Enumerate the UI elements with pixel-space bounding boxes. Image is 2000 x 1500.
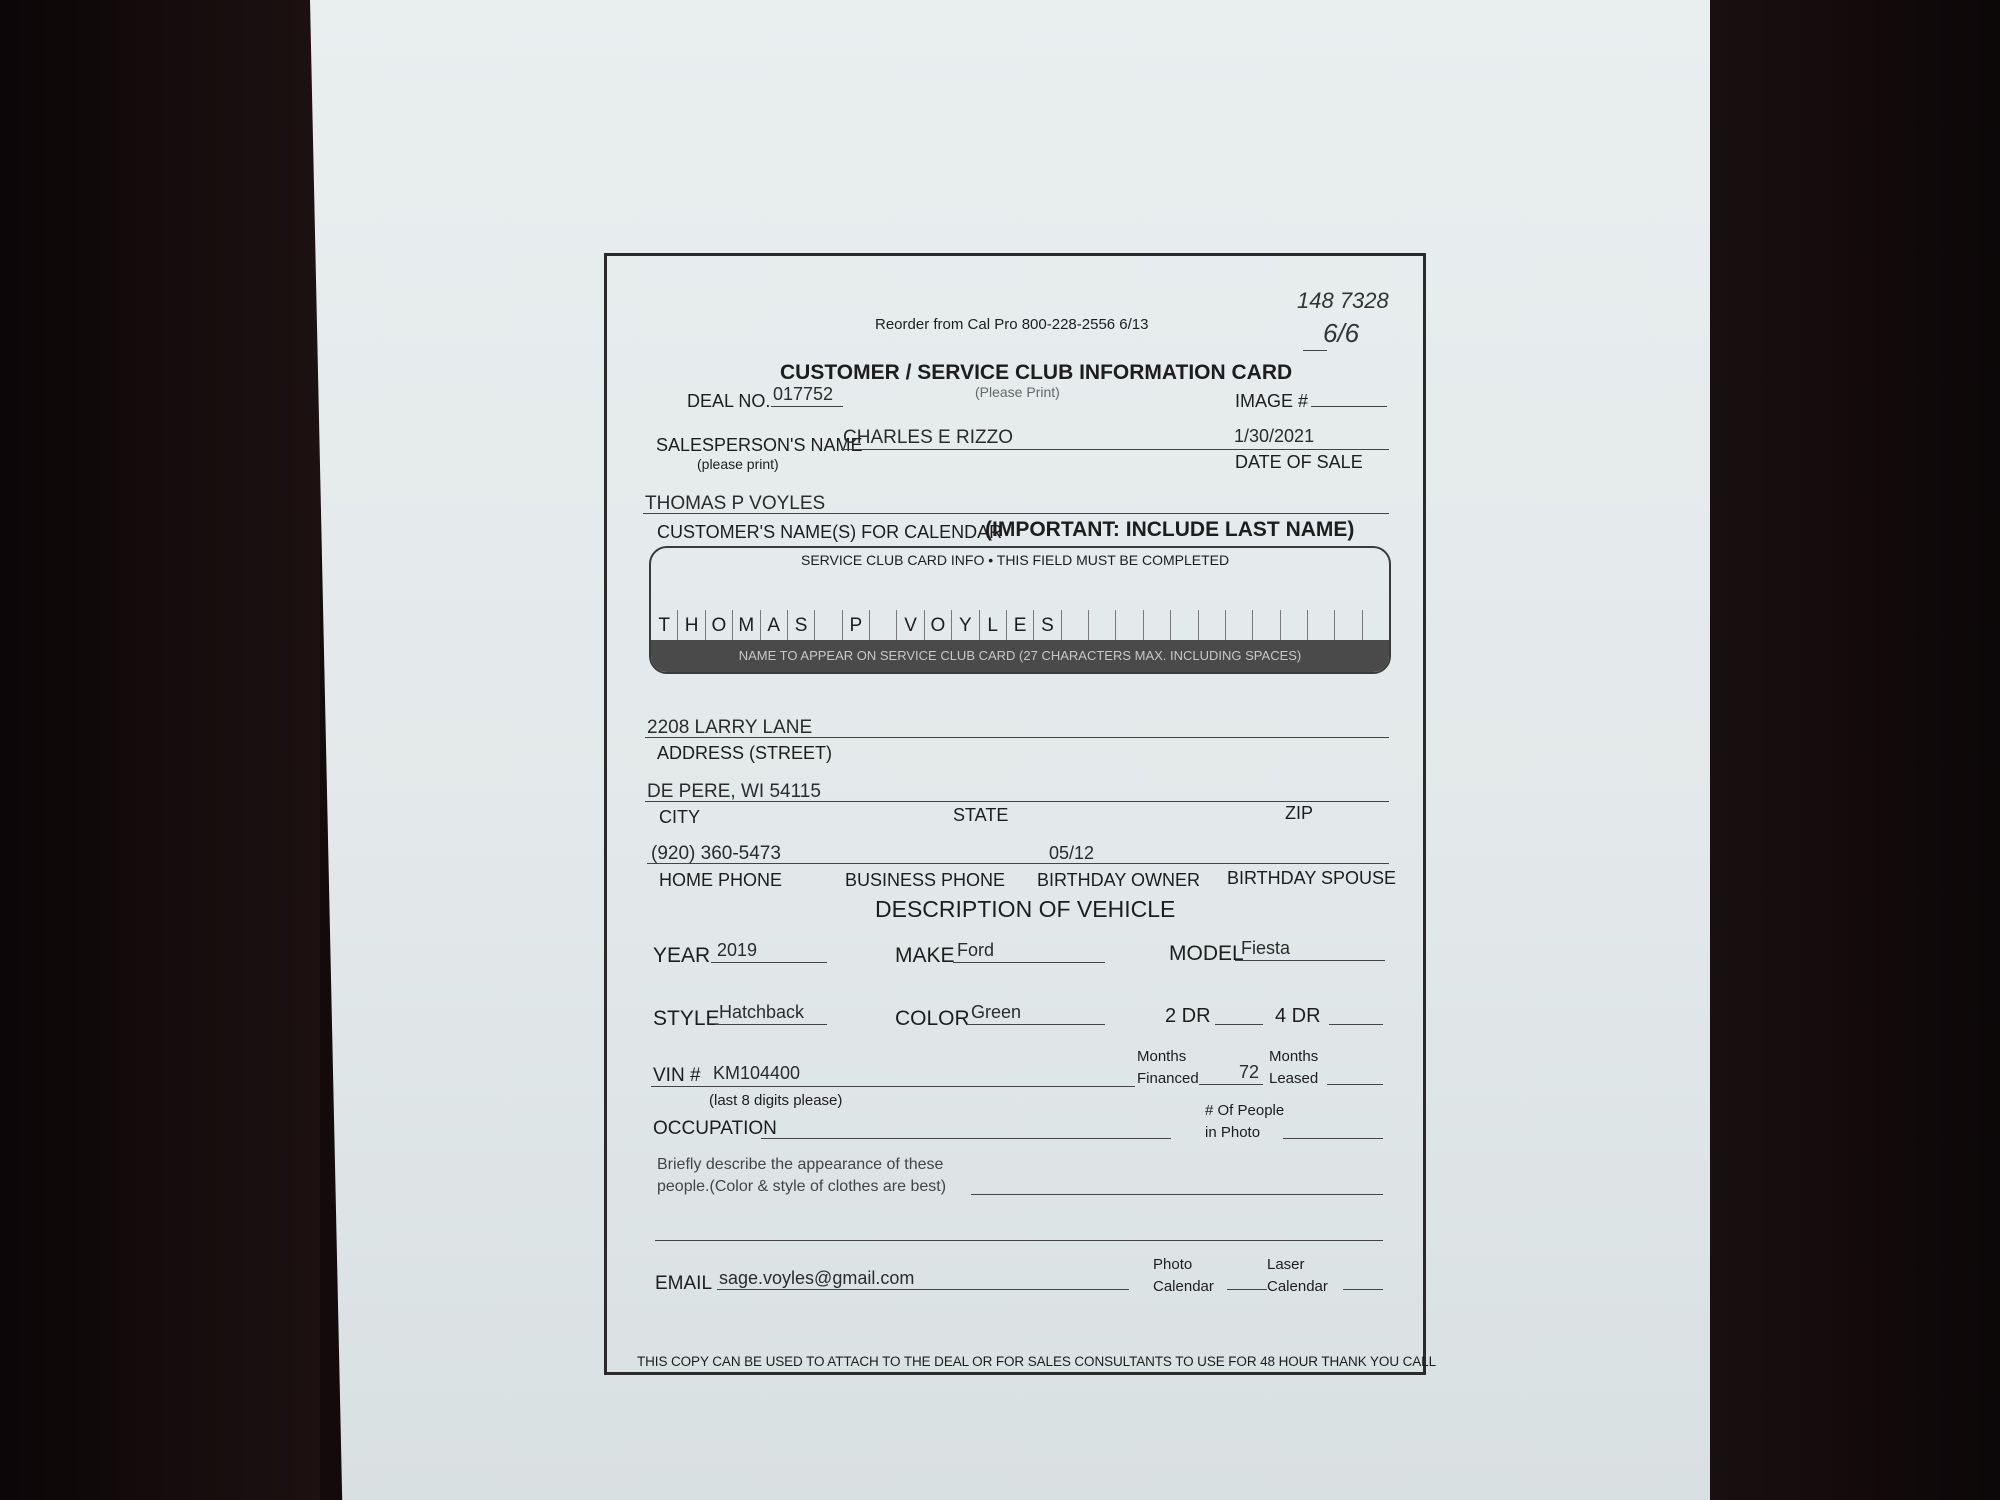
city-value: DE PERE, WI 54115 xyxy=(647,781,821,802)
street-label: ADDRESS (STREET) xyxy=(657,743,833,763)
name-letter-cell: A xyxy=(761,610,788,642)
birthday-owner-value: 05/12 xyxy=(1049,843,1095,863)
style-label: STYLE xyxy=(653,1007,720,1030)
name-letter-cell xyxy=(1335,610,1362,642)
color-label: COLOR xyxy=(895,1007,970,1030)
laser-calendar-line xyxy=(1343,1289,1383,1290)
street-line xyxy=(645,737,1389,738)
service-club-card-box xyxy=(649,546,1391,674)
style-value: Hatchback xyxy=(719,1002,805,1022)
people-in-photo-label-1: # Of People xyxy=(1205,1102,1285,1119)
year-value: 2019 xyxy=(717,940,758,960)
laser-calendar-label-top: Laser xyxy=(1267,1256,1305,1273)
name-letter-cell xyxy=(1062,610,1089,642)
two-door-label: 2 DR xyxy=(1165,1005,1211,1027)
leased-label: Leased xyxy=(1269,1070,1319,1087)
describe-prompt-1: Briefly describe the appearance of these xyxy=(657,1156,944,1173)
name-letter-cell: E xyxy=(1007,610,1034,642)
describe-line-1 xyxy=(971,1194,1383,1195)
zip-label: ZIP xyxy=(1285,803,1314,823)
date-of-sale-value: 1/30/2021 xyxy=(1234,426,1315,446)
year-line xyxy=(711,962,827,963)
financed-line xyxy=(1199,1084,1263,1085)
year-label: YEAR xyxy=(653,944,711,967)
email-value: sage.voyles@gmail.com xyxy=(719,1268,915,1288)
name-letter-cell xyxy=(1171,610,1198,642)
street-value: 2208 LARRY LANE xyxy=(647,717,813,738)
birthday-owner-label: BIRTHDAY OWNER xyxy=(1037,870,1201,890)
deal-number-line xyxy=(771,406,843,407)
name-letter-cell: M xyxy=(733,610,760,642)
describe-prompt-2: people.(Color & style of clothes are best) xyxy=(657,1178,947,1195)
two-door-line xyxy=(1215,1024,1263,1025)
information-card-form xyxy=(604,253,1436,1375)
model-line xyxy=(1235,960,1385,961)
color-line xyxy=(967,1024,1105,1025)
months-financed-label-top: Months xyxy=(1137,1048,1187,1065)
name-letter-cell: H xyxy=(678,610,705,642)
email-line xyxy=(717,1289,1129,1290)
form-title: CUSTOMER / SERVICE CLUB INFORMATION CARD xyxy=(780,361,1293,384)
people-in-photo-line xyxy=(1283,1138,1383,1139)
vin-value: KM104400 xyxy=(713,1063,801,1083)
make-value: Ford xyxy=(957,940,995,960)
name-letter-cell xyxy=(1308,610,1335,642)
service-card-footer: NAME TO APPEAR ON SERVICE CLUB CARD (27 CHARACTERS MAX. INCLUDING SPACES) xyxy=(651,640,1389,672)
leased-line xyxy=(1327,1084,1383,1085)
important-note: (IMPORTANT: INCLUDE LAST NAME) xyxy=(985,518,1355,541)
salesperson-line xyxy=(841,449,1389,450)
background-right xyxy=(1680,0,2000,1500)
make-line xyxy=(953,962,1105,963)
people-in-photo-label-2: in Photo xyxy=(1205,1124,1261,1141)
email-label: EMAIL xyxy=(655,1273,713,1294)
name-letter-cell: O xyxy=(706,610,733,642)
describe-line-2 xyxy=(655,1240,1383,1241)
make-label: MAKE xyxy=(895,944,955,967)
home-phone-value: (920) 360-5473 xyxy=(651,843,781,864)
vehicle-section-title: DESCRIPTION OF VEHICLE xyxy=(875,896,1176,922)
name-letter-cell: S xyxy=(1034,610,1061,642)
phones-line xyxy=(647,863,1389,864)
service-card-header: SERVICE CLUB CARD INFO • THIS FIELD MUST BE COMPLETED xyxy=(801,552,1230,568)
color-value: Green xyxy=(971,1002,1022,1022)
name-letter-cell xyxy=(1199,610,1226,642)
reorder-text: Reorder from Cal Pro 800-228-2556 6/13 xyxy=(875,316,1149,333)
name-letter-cell: V xyxy=(897,610,924,642)
photo-calendar-label: Calendar xyxy=(1153,1278,1214,1295)
style-line xyxy=(715,1024,827,1025)
name-letter-cell xyxy=(1144,610,1171,642)
customer-name-label: CUSTOMER'S NAME(S) FOR CALENDAR xyxy=(657,522,1003,542)
occupation-line xyxy=(761,1138,1171,1139)
name-letter-cell: P xyxy=(843,610,870,642)
deal-number-value: 017752 xyxy=(773,384,834,404)
home-phone-label: HOME PHONE xyxy=(659,870,783,890)
note-underline xyxy=(1303,350,1327,351)
handwritten-note-1: 148 7328 xyxy=(1297,288,1389,313)
name-letter-cell: T xyxy=(651,610,678,642)
state-label: STATE xyxy=(953,805,1009,825)
four-door-line xyxy=(1329,1024,1383,1025)
name-letter-cell: Y xyxy=(952,610,979,642)
months-leased-label-top: Months xyxy=(1269,1048,1319,1065)
financed-value: 72 xyxy=(1239,1062,1260,1082)
image-number-line xyxy=(1311,406,1387,407)
footer-text: THIS COPY CAN BE USED TO ATTACH TO THE DEAL OR FOR SALES CONSULTANTS TO USE FOR 48 HOUR THANK YOU CALL xyxy=(637,1354,1436,1369)
name-letter-cell: S xyxy=(788,610,815,642)
name-letter-cell xyxy=(1363,610,1389,642)
name-letter-cell xyxy=(1281,610,1308,642)
handwritten-note-2: 6/6 xyxy=(1323,318,1360,348)
name-letter-cell: L xyxy=(980,610,1007,642)
name-letter-cell xyxy=(1253,610,1280,642)
service-card-name-cells xyxy=(651,610,1389,642)
name-letter-cell xyxy=(1116,610,1143,642)
vin-note: (last 8 digits please) xyxy=(709,1092,843,1109)
name-letter-cell: O xyxy=(925,610,952,642)
name-letter-cell xyxy=(1089,610,1116,642)
background-left xyxy=(0,0,320,1500)
name-letter-cell xyxy=(870,610,897,642)
birthday-spouse-label: BIRTHDAY SPOUSE xyxy=(1227,868,1397,888)
salesperson-label: SALESPERSON'S NAME xyxy=(656,435,863,455)
customer-name-line xyxy=(643,513,1389,514)
customer-name-value: THOMAS P VOYLES xyxy=(645,493,826,514)
model-label: MODEL xyxy=(1169,942,1244,965)
salesperson-value: CHARLES E RIZZO xyxy=(843,427,1013,448)
vin-line xyxy=(651,1086,1135,1087)
city-line xyxy=(645,801,1389,802)
photo-calendar-line xyxy=(1227,1289,1267,1290)
four-door-label: 4 DR xyxy=(1275,1005,1321,1027)
please-print-note: (Please Print) xyxy=(975,384,1060,400)
model-value: Fiesta xyxy=(1241,938,1291,958)
financed-label: Financed xyxy=(1137,1070,1199,1087)
image-number-label: IMAGE # xyxy=(1235,391,1309,411)
photo-calendar-label-top: Photo xyxy=(1153,1256,1193,1273)
deal-number-label: DEAL NO. xyxy=(687,391,771,411)
date-of-sale-label: DATE OF SALE xyxy=(1235,452,1363,472)
vin-label: VIN # xyxy=(653,1065,701,1086)
laser-calendar-label: Calendar xyxy=(1267,1278,1328,1295)
name-letter-cell xyxy=(1226,610,1253,642)
city-label: CITY xyxy=(659,807,701,827)
name-letter-cell xyxy=(815,610,842,642)
occupation-label: OCCUPATION xyxy=(653,1118,777,1139)
salesperson-sublabel: (please print) xyxy=(697,456,779,472)
business-phone-label: BUSINESS PHONE xyxy=(845,870,1006,890)
